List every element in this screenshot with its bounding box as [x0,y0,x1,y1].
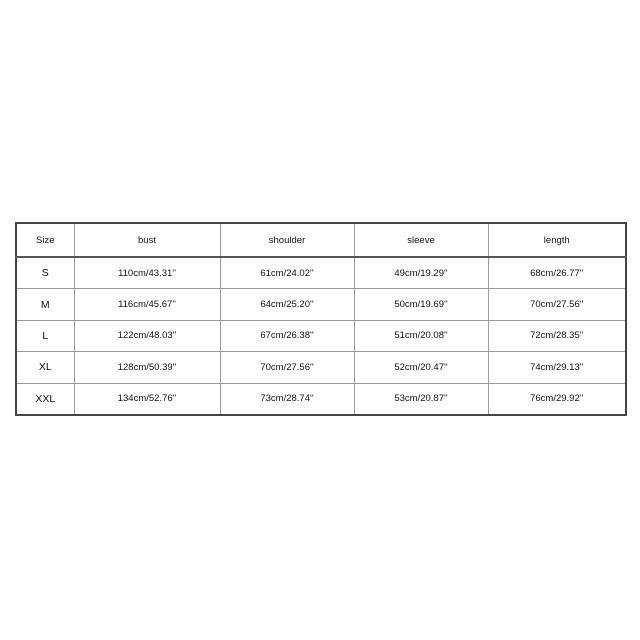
size-cell: L [16,320,74,351]
table-row [16,289,626,320]
table-row [16,257,626,289]
table-row [16,352,626,383]
sleeve-cell: 51cm/20.08'' [354,320,488,351]
length-cell: 70cm/27.56'' [488,289,626,320]
sleeve-cell: 50cm/19.69'' [354,289,488,320]
sleeve-cell: 49cm/19.29'' [354,257,488,289]
size-cell: S [16,257,74,289]
header-size: Size [16,223,74,257]
bust-cell: 128cm/50.39'' [74,352,220,383]
length-cell: 68cm/26.77'' [488,257,626,289]
bust-cell: 110cm/43.31'' [74,257,220,289]
length-cell: 72cm/28.35'' [488,320,626,351]
shoulder-cell: 64cm/25.20'' [220,289,354,320]
length-cell: 74cm/29.13'' [488,352,626,383]
table-row [16,383,626,415]
size-cell: XXL [16,383,74,415]
bust-cell: 122cm/48.03'' [74,320,220,351]
header-shoulder: shoulder [220,223,354,257]
header-bust: bust [74,223,220,257]
header-row [16,223,626,257]
size-cell: M [16,289,74,320]
bust-cell: 116cm/45.67'' [74,289,220,320]
shoulder-cell: 73cm/28.74'' [220,383,354,415]
table-row [16,320,626,351]
size-cell: XL [16,352,74,383]
sleeve-cell: 52cm/20.47'' [354,352,488,383]
length-cell: 76cm/29.92'' [488,383,626,415]
sleeve-cell: 53cm/20.87'' [354,383,488,415]
header-length: length [488,223,626,257]
shoulder-cell: 61cm/24.02'' [220,257,354,289]
header-sleeve: sleeve [354,223,488,257]
shoulder-cell: 70cm/27.56'' [220,352,354,383]
shoulder-cell: 67cm/26.38'' [220,320,354,351]
size-chart-table [15,222,627,416]
bust-cell: 134cm/52.76'' [74,383,220,415]
